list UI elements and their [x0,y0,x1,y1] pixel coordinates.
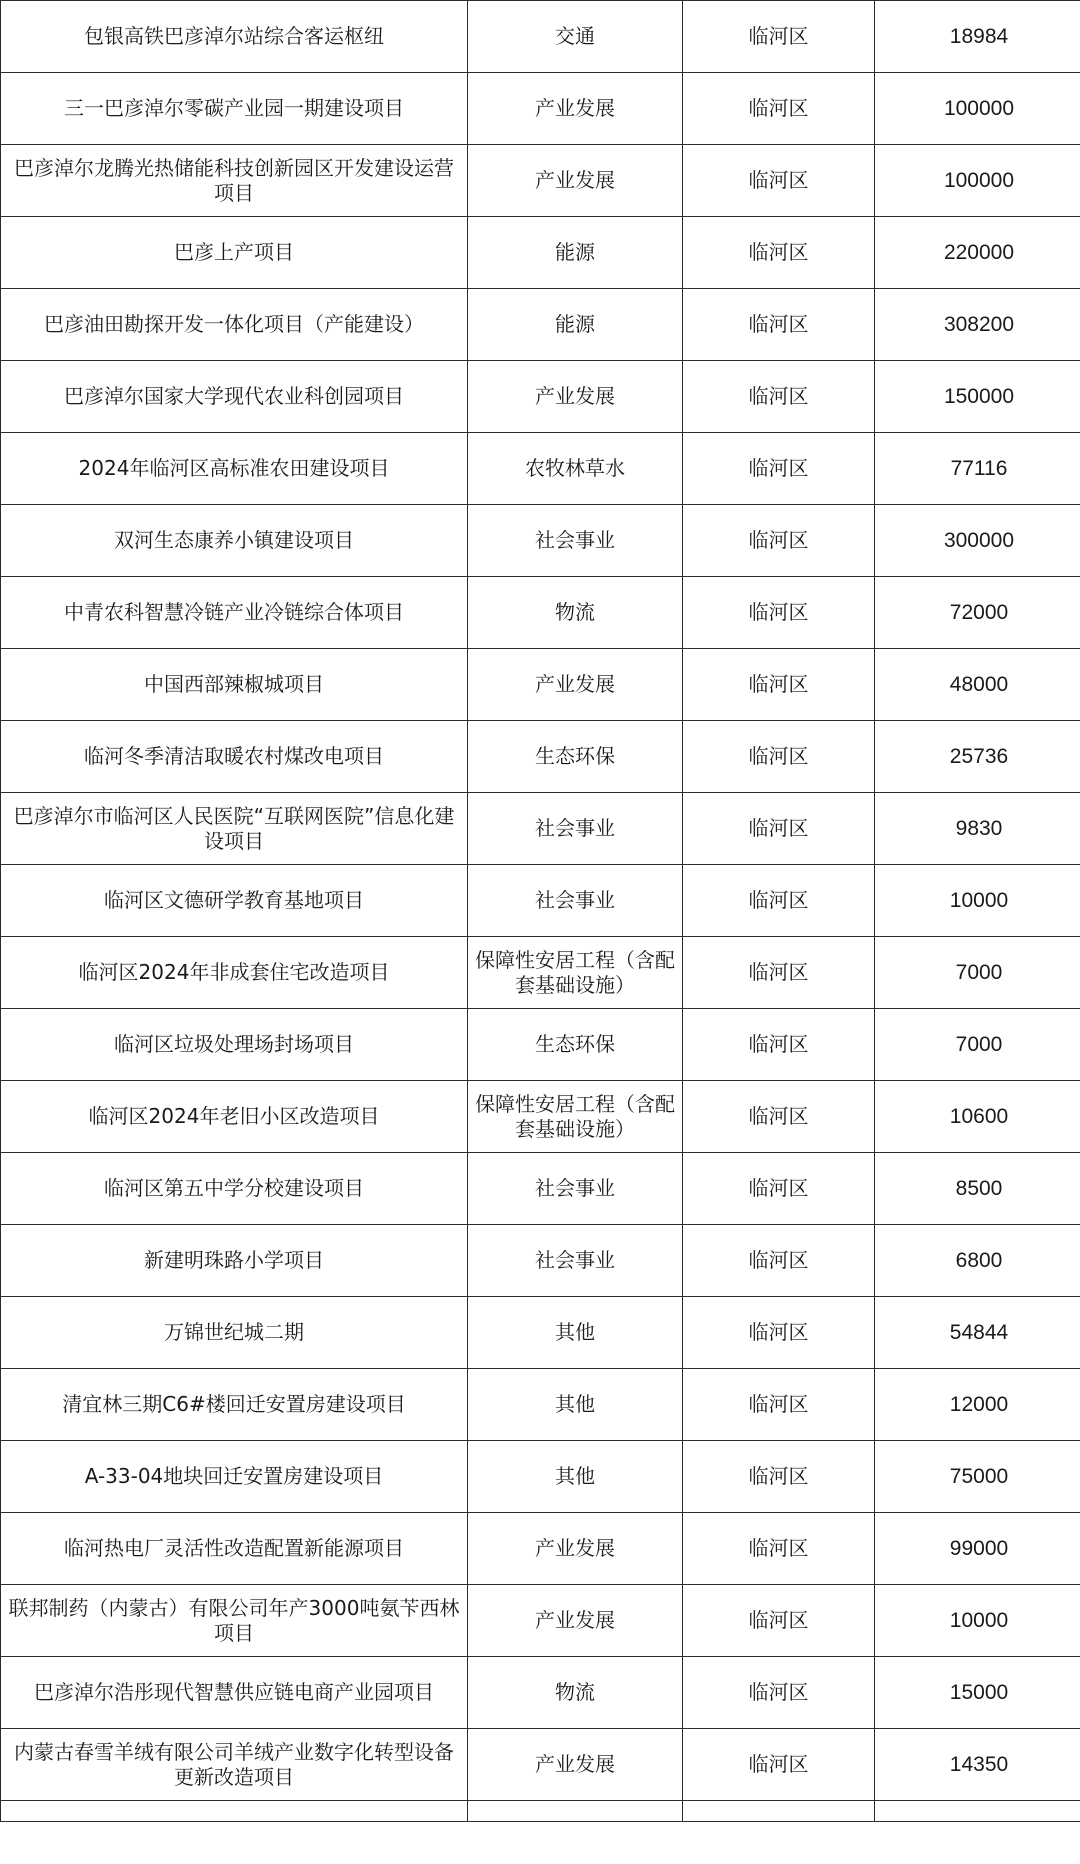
table-row [1,505,1080,577]
table-row [1,721,1080,793]
cell-project-type: 保障性安居工程（含配套基础设施） [468,937,683,1009]
cell-area: 临河区 [683,1153,875,1225]
cell-area: 临河区 [683,217,875,289]
cell-project-name: 内蒙古春雪羊绒有限公司羊绒产业数字化转型设备更新改造项目 [1,1729,468,1801]
cell-investment-amount: 100000 [875,73,1080,145]
table-row [1,793,1080,865]
table-row [1,73,1080,145]
cell-project-name: 三一巴彦淖尔零碳产业园一期建设项目 [1,73,468,145]
table-row [1,1081,1080,1153]
cell-area: 临河区 [683,73,875,145]
cell-project-type: 能源 [468,289,683,361]
cell-project-name: 巴彦油田勘探开发一体化项目（产能建设） [1,289,468,361]
table-row [1,649,1080,721]
table-row [1,1225,1080,1297]
table-row [1,865,1080,937]
cell-project-name: 清宜林三期C6#楼回迁安置房建设项目 [1,1369,468,1441]
cell-project-name: 临河区文德研学教育基地项目 [1,865,468,937]
cell-project-name: 临河区第五中学分校建设项目 [1,1153,468,1225]
cell-project-type: 产业发展 [468,649,683,721]
table-row [1,1297,1080,1369]
cell-project-type: 物流 [468,1657,683,1729]
cell-area: 临河区 [683,937,875,1009]
cell-project-name: 巴彦淖尔龙腾光热储能科技创新园区开发建设运营项目 [1,145,468,217]
cell-investment-amount: 77116 [875,433,1080,505]
cell-project-type: 其他 [468,1369,683,1441]
cell-area: 临河区 [683,1441,875,1513]
cell-project-type: 产业发展 [468,361,683,433]
table-row [1,937,1080,1009]
cell-project-name: 临河区2024年非成套住宅改造项目 [1,937,468,1009]
cell-project-name: 临河区垃圾处理场封场项目 [1,1009,468,1081]
cell-project-type: 产业发展 [468,1729,683,1801]
cell-investment-amount: 10000 [875,865,1080,937]
cell-project-name: 巴彦淖尔浩彤现代智慧供应链电商产业园项目 [1,1657,468,1729]
cell-project-type: 能源 [468,217,683,289]
cell-project-type: 社会事业 [468,1153,683,1225]
cell-project-name: 双河生态康养小镇建设项目 [1,505,468,577]
cell-investment-amount: 14350 [875,1729,1080,1801]
cell-project-type: 生态环保 [468,721,683,793]
cell-area: 临河区 [683,145,875,217]
cell-area: 临河区 [683,1729,875,1801]
cell-area: 临河区 [683,1585,875,1657]
cell-investment-amount: 220000 [875,217,1080,289]
cell-investment-amount: 100000 [875,145,1080,217]
cell-area: 临河区 [683,361,875,433]
cell-investment-amount: 54844 [875,1297,1080,1369]
cell-project-name: 巴彦上产项目 [1,217,468,289]
cell-project-name: 中青农科智慧冷链产业冷链综合体项目 [1,577,468,649]
cell-area: 临河区 [683,721,875,793]
cell-investment-amount: 7000 [875,1009,1080,1081]
cell-investment-amount: 10000 [875,1585,1080,1657]
table-row [1,1009,1080,1081]
cell-area: 临河区 [683,1081,875,1153]
cell-area: 临河区 [683,1009,875,1081]
cell-area: 临河区 [683,1225,875,1297]
cell-project-name: 中国西部辣椒城项目 [1,649,468,721]
table-row [1,1441,1080,1513]
cell-project-name: 巴彦淖尔市临河区人民医院“互联网医院”信息化建设项目 [1,793,468,865]
table-row [1,1,1080,73]
cell-project-name: 联邦制药（内蒙古）有限公司年产3000吨氨苄西林项目 [1,1585,468,1657]
cell-project-type: 社会事业 [468,865,683,937]
cell-project-name: 巴彦淖尔国家大学现代农业科创园项目 [1,361,468,433]
cell-investment-amount: 75000 [875,1441,1080,1513]
cell-investment-amount: 72000 [875,577,1080,649]
cell-area: 临河区 [683,1513,875,1585]
cell-investment-amount: 10600 [875,1081,1080,1153]
table-row [1,217,1080,289]
cell-investment-amount: 18984 [875,1,1080,73]
cell-project-name: 新建明珠路小学项目 [1,1225,468,1297]
cell-project-type: 社会事业 [468,1225,683,1297]
cell-area: 临河区 [683,1657,875,1729]
table-row [1,145,1080,217]
cell-project-type: 物流 [468,577,683,649]
cell-area: 临河区 [683,1297,875,1369]
cell-investment-amount: 48000 [875,649,1080,721]
table-row [1,577,1080,649]
cell-project-type: 农牧林草水 [468,433,683,505]
table-row [1,289,1080,361]
cell-empty [683,1801,875,1822]
cell-empty [875,1801,1080,1822]
cell-area: 临河区 [683,505,875,577]
cell-project-type: 生态环保 [468,1009,683,1081]
cell-project-name: 万锦世纪城二期 [1,1297,468,1369]
cell-project-name: 包银高铁巴彦淖尔站综合客运枢纽 [1,1,468,73]
cell-area: 临河区 [683,433,875,505]
cell-empty [468,1801,683,1822]
cell-area: 临河区 [683,289,875,361]
cell-empty [1,1801,468,1822]
table-row [1,1369,1080,1441]
cell-investment-amount: 300000 [875,505,1080,577]
cell-area: 临河区 [683,793,875,865]
table-row [1,433,1080,505]
cell-investment-amount: 7000 [875,937,1080,1009]
cell-project-type: 其他 [468,1441,683,1513]
cell-area: 临河区 [683,577,875,649]
table-row [1,1585,1080,1657]
cell-investment-amount: 12000 [875,1369,1080,1441]
cell-project-name: 2024年临河区高标准农田建设项目 [1,433,468,505]
cell-area: 临河区 [683,1369,875,1441]
table-body [1,0,1080,1822]
table-row [1,1729,1080,1801]
cell-project-type: 保障性安居工程（含配套基础设施） [468,1081,683,1153]
cell-investment-amount: 99000 [875,1513,1080,1585]
cell-area: 临河区 [683,865,875,937]
cell-project-type: 社会事业 [468,505,683,577]
cell-project-type: 产业发展 [468,145,683,217]
cell-project-name: A-33-04地块回迁安置房建设项目 [1,1441,468,1513]
cell-project-name: 临河冬季清洁取暖农村煤改电项目 [1,721,468,793]
cell-area: 临河区 [683,1,875,73]
table-row [1,1153,1080,1225]
cell-project-name: 临河区2024年老旧小区改造项目 [1,1081,468,1153]
cell-investment-amount: 25736 [875,721,1080,793]
cell-project-name: 临河热电厂灵活性改造配置新能源项目 [1,1513,468,1585]
cell-project-type: 产业发展 [468,73,683,145]
cell-project-type: 其他 [468,1297,683,1369]
table-row-partial [1,1801,1080,1822]
cell-project-type: 产业发展 [468,1513,683,1585]
table-row [1,1513,1080,1585]
cell-investment-amount: 15000 [875,1657,1080,1729]
cell-investment-amount: 6800 [875,1225,1080,1297]
table-row [1,1657,1080,1729]
table-row [1,361,1080,433]
cell-investment-amount: 150000 [875,361,1080,433]
cell-investment-amount: 308200 [875,289,1080,361]
cell-investment-amount: 8500 [875,1153,1080,1225]
cell-area: 临河区 [683,649,875,721]
cell-project-type: 社会事业 [468,793,683,865]
cell-project-type: 产业发展 [468,1585,683,1657]
cell-investment-amount: 9830 [875,793,1080,865]
cell-project-type: 交通 [468,1,683,73]
